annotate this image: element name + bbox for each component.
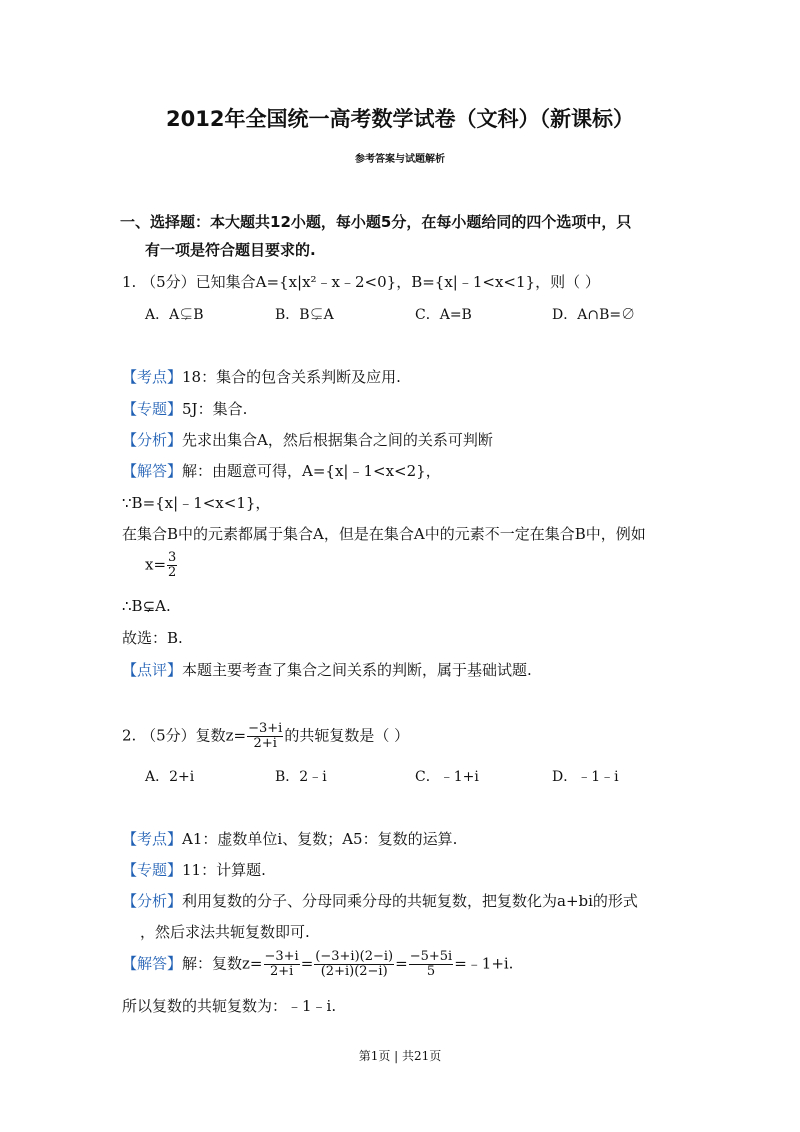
q1-fenxi-tag: 【分析】 <box>122 431 183 449</box>
q1-jieda-tag: 【解答】 <box>122 462 183 480</box>
page-title: 2012年全国统一高考数学试卷（文科）（新课标） <box>166 107 634 131</box>
q2-jieda <box>122 950 513 979</box>
q1-dianping <box>122 660 532 680</box>
q1-dianping-tag: 【点评】 <box>122 661 183 679</box>
q2-option-b: B．2﹣i <box>275 769 327 785</box>
q2-option-d: D．﹣1﹣i <box>552 769 619 785</box>
section-heading-line2: 有一项是符合题目要求的. <box>145 241 316 259</box>
q1-example-prefix: x= <box>145 555 167 574</box>
q2-fenxi <box>122 891 638 911</box>
q1-option-b: B．B⊊A <box>275 307 334 323</box>
q1-choose: 故选：B. <box>122 629 183 647</box>
q1-option-d: D．A∩B=∅ <box>552 307 636 323</box>
q1-therefore: ∴B⊊A. <box>122 597 171 615</box>
q2-zhuanti-text: 11：计算题. <box>182 861 266 879</box>
q2-jieda-fraction-2 <box>314 950 394 979</box>
page-footer: 第1页 | 共21页 <box>358 1049 442 1063</box>
q2-conclusion: 所以复数的共轭复数为：﹣1﹣i. <box>122 997 337 1015</box>
q2-option-c: C．﹣1+i <box>415 769 479 785</box>
q1-jieda-text: 解：由题意可得，A={x|﹣1<x<2}， <box>182 462 441 480</box>
q1-fenxi <box>122 430 493 450</box>
q2-stem-fraction <box>247 722 283 751</box>
q1-stem: 1. （5分）已知集合A={x|x²﹣x﹣2<0}，B={x|﹣1<x<1}，则（ ） <box>122 273 600 291</box>
page-subtitle: 参考答案与试题解析 <box>355 154 445 165</box>
q2-stem <box>122 722 409 751</box>
q2-kaodian-text: A1：虚数单位i、复数；A5：复数的运算. <box>182 830 458 848</box>
q1-line-b: ∵B={x|﹣1<x<1}， <box>122 494 271 512</box>
q2-kaodian-tag: 【考点】 <box>122 830 183 848</box>
q1-kaodian <box>122 367 401 387</box>
q2-fenxi-tag: 【分析】 <box>122 892 183 910</box>
q2-stem-denominator: 2+i <box>253 736 277 751</box>
q2-fenxi-text: 利用复数的分子、分母同乘分母的共轭复数，把复数化为a+bi的形式 <box>182 892 638 910</box>
q1-dianping-text: 本题主要考查了集合之间关系的判断，属于基础试题. <box>182 661 532 679</box>
q2-jieda-fraction-1-numerator: −3+i <box>264 949 299 964</box>
q1-example-denominator: 2 <box>168 565 177 580</box>
q2-jieda-tag: 【解答】 <box>122 954 183 973</box>
q2-stem-suffix: 的共轭复数是（ ） <box>284 726 410 745</box>
q2-jieda-fraction-1-denominator: 2+i <box>269 964 294 979</box>
q2-jieda-fraction-2-denominator: (2+i)(2−i) <box>320 964 388 979</box>
q1-kaodian-tag: 【考点】 <box>122 368 183 386</box>
q2-fenxi-continued: ，然后求法共轭复数即可. <box>140 923 310 941</box>
q1-option-c: C．A=B <box>415 307 472 323</box>
q1-zhuanti-tag: 【专题】 <box>122 400 183 418</box>
q2-zhuanti <box>122 860 266 880</box>
section-heading-line1: 一、选择题：本大题共12小题，每小题5分，在每小题给同的四个选项中，只 <box>120 213 632 231</box>
q2-jieda-suffix: =﹣1+i. <box>454 954 514 973</box>
q1-fenxi-text: 先求出集合A，然后根据集合之间的关系可判断 <box>182 431 493 449</box>
q1-option-a: A．A⊊B <box>145 307 204 323</box>
q2-jieda-fraction-2-numerator: (−3+i)(2−i) <box>315 949 394 964</box>
q1-zhuanti-text: 5J：集合. <box>182 400 248 418</box>
q2-jieda-fraction-3-denominator: 5 <box>426 964 436 979</box>
q2-jieda-fraction-3 <box>409 950 454 979</box>
q2-jieda-equals-2: = <box>395 954 408 973</box>
q2-jieda-equals-1: = <box>300 954 314 973</box>
q1-example <box>145 551 178 580</box>
q2-kaodian <box>122 829 457 849</box>
q1-line-c: 在集合B中的元素都属于集合A，但是在集合A中的元素不一定在集合B中，例如 <box>122 525 646 543</box>
q1-kaodian-text: 18：集合的包含关系判断及应用. <box>182 368 401 386</box>
q2-stem-numerator: −3+i <box>248 721 283 736</box>
q1-example-fraction <box>167 551 177 580</box>
q1-example-numerator: 3 <box>168 550 177 565</box>
q2-jieda-prefix: 解：复数z= <box>182 954 263 973</box>
q1-zhuanti <box>122 399 247 419</box>
q2-zhuanti-tag: 【专题】 <box>122 861 183 879</box>
q2-stem-prefix: 2. （5分）复数z= <box>122 726 247 745</box>
q2-jieda-fraction-1 <box>264 950 300 979</box>
q2-jieda-fraction-3-numerator: −5+5i <box>409 949 453 964</box>
q1-jieda <box>122 461 441 481</box>
q2-option-a: A．2+i <box>145 769 195 785</box>
